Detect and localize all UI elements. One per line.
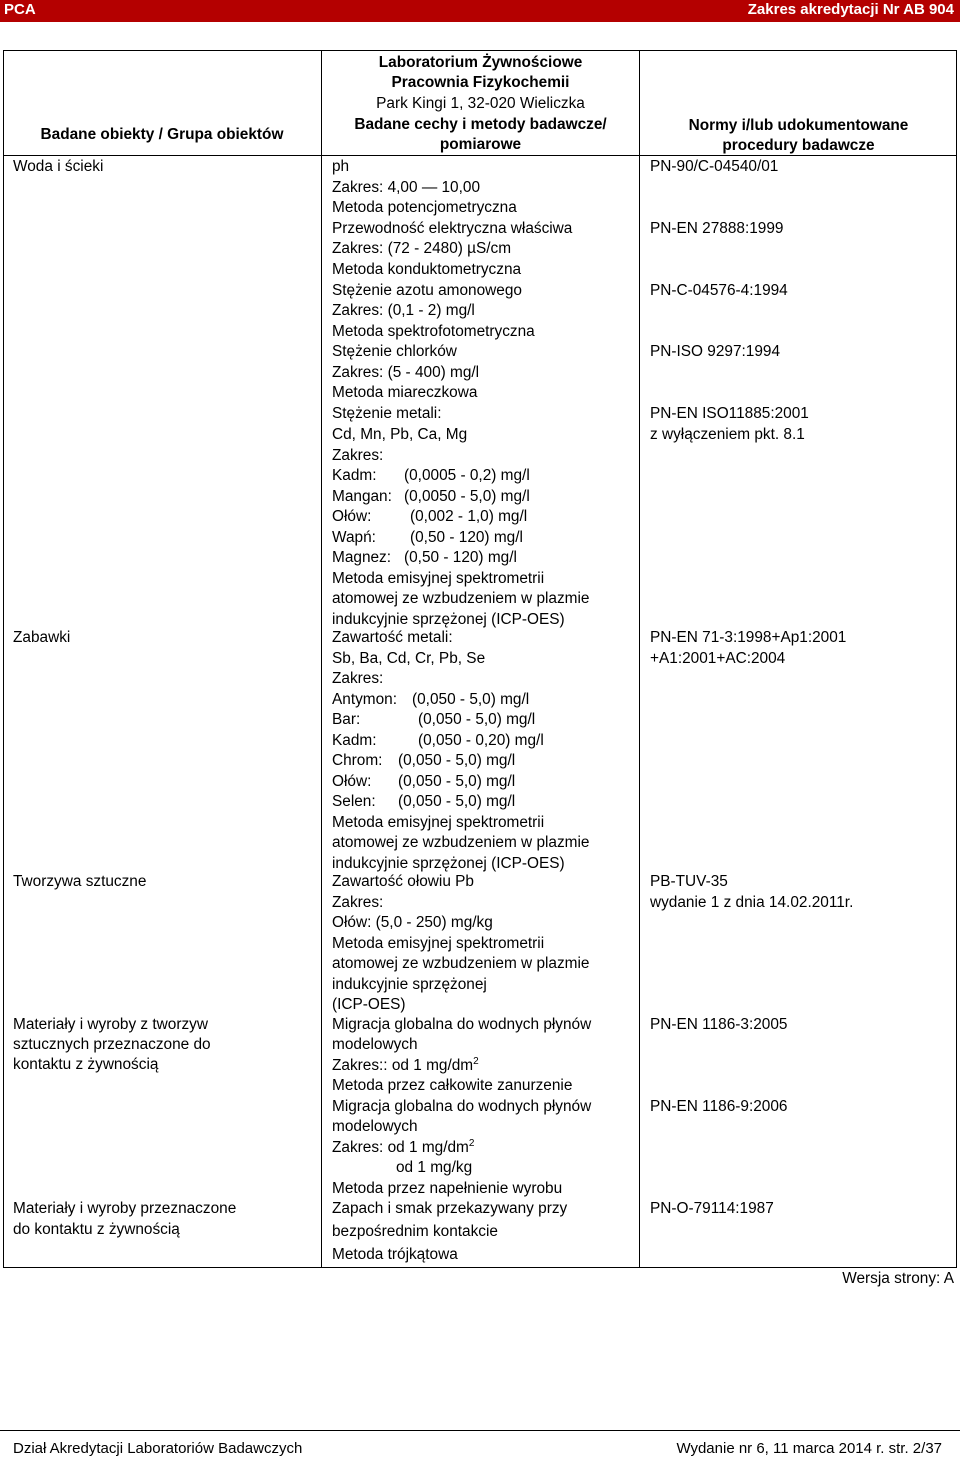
metals-norm: PN-EN ISO11885:2001 [650, 405, 809, 422]
metals-range-label: Zakres: [332, 447, 384, 464]
toys-method: indukcyjnie sprzężonej (ICP-OES) [332, 855, 565, 872]
migration-2-method: Metoda przez napełnienie wyrobu [332, 1180, 563, 1197]
chlor-title: Stężenie chlorków [332, 343, 457, 360]
plastics-norm: PB-TUV-35 [650, 873, 728, 890]
plastics-line: (ICP-OES) [332, 996, 406, 1013]
cond-method: Metoda konduktometryczna [332, 261, 522, 278]
footer-left: Dział Akredytacji Laboratoriów Badawczych [13, 1440, 303, 1457]
cond-range: Zakres: (72 - 2480) µS/cm [332, 240, 512, 257]
footer-divider [0, 1430, 960, 1431]
metal-row: Magnez: (0,50 - 120) mg/l [332, 549, 517, 566]
metal-row: Antymon: (0,050 - 5,0) mg/l [332, 691, 530, 708]
sensory-line: Zapach i smak przekazywany przy [332, 1200, 568, 1217]
metals-title: Stężenie metali: [332, 405, 442, 422]
migration-2: modelowych [332, 1118, 418, 1135]
lab-unit: Pracownia Fizykochemii [391, 74, 570, 91]
sensory-norm: PN-O-79114:1987 [650, 1200, 774, 1217]
chlor-method: Metoda miareczkowa [332, 384, 478, 401]
lab-name: Laboratorium Żywnościowe [378, 54, 583, 71]
object-tworzywa: Tworzywa sztuczne [13, 873, 147, 890]
metal-row: Bar: (0,050 - 5,0) mg/l [332, 711, 536, 728]
migration-1-norm: PN-EN 1186-3:2005 [650, 1016, 788, 1033]
metal-row: Mangan: (0,0050 - 5,0) mg/l [332, 488, 530, 505]
metal-row: Ołów: (0,050 - 5,0) mg/l [332, 773, 516, 790]
migration-2-range: Zakres: od 1 $mg/dm^2$ [332, 1138, 475, 1156]
lab-address: Park Kingi 1, 32-020 Wieliczka [376, 95, 585, 112]
plastics-line: Ołów: (5,0 - 250) mg/kg [332, 914, 493, 931]
col-methods-header-2: pomiarowe [439, 136, 522, 153]
metals-method: Metoda emisyjnej spektrometrii [332, 570, 545, 587]
footer-right: Wydanie nr 6, 11 marca 2014 r. str. 2/37 [676, 1440, 942, 1457]
migration-1: Migracja globalna do wodnych płynów [332, 1016, 592, 1033]
chlor-norm: PN-ISO 9297:1994 [650, 343, 781, 360]
amon-range: Zakres: (0,1 - 2) mg/l [332, 302, 475, 319]
metals-method: atomowej ze wzbudzeniem w plazmie [332, 590, 590, 607]
ph-norm: PN-90/C-04540/01 [650, 158, 779, 175]
metal-row: Kadm: (0,050 - 0,20) mg/l [332, 732, 544, 749]
object-materialy-2: do kontaktu z żywnością [13, 1221, 180, 1238]
plastics-line: Zakres: [332, 894, 384, 911]
plastics-line: Zawartość ołowiu Pb [332, 873, 474, 890]
header-bar [0, 0, 960, 22]
plastics-norm-2: wydanie 1 z dnia 14.02.2011r. [650, 894, 854, 911]
migration-2-norm: PN-EN 1186-9:2006 [650, 1098, 788, 1115]
toys-title: Zawartość metali: [332, 629, 453, 646]
plastics-line: Metoda emisyjnej spektrometrii [332, 935, 545, 952]
toys-method: atomowej ze wzbudzeniem w plazmie [332, 834, 590, 851]
col-norms-header-2: procedury badawcze [722, 137, 875, 154]
header-left: PCA [4, 1, 36, 18]
object-materialy: Materiały i wyroby przeznaczone [13, 1200, 237, 1217]
metal-row: Wapń: (0,50 - 120) mg/l [332, 529, 523, 546]
object-woda: Woda i ścieki [13, 158, 104, 175]
migration-2: Migracja globalna do wodnych płynów [332, 1098, 592, 1115]
version-label: Wersja strony: A [842, 1270, 954, 1287]
metal-row: Selen: (0,050 - 5,0) mg/l [332, 793, 516, 810]
object-zabawki: Zabawki [13, 629, 71, 646]
amon-norm: PN-C-04576-4:1994 [650, 282, 788, 299]
ph-method: Metoda potencjometryczna [332, 199, 517, 216]
column-divider [639, 50, 640, 1268]
metal-row: Kadm: (0,0005 - 0,2) mg/l [332, 467, 530, 484]
col-norms-header: Normy i/lub udokumentowane [688, 117, 909, 134]
metal-row: Ołów: (0,002 - 1,0) mg/l [332, 508, 528, 525]
object-materialy-tworzywa-3: kontaktu z żywnością [13, 1056, 159, 1073]
migration-1: modelowych [332, 1036, 418, 1053]
col-objects-header: Badane obiekty / Grupa obiektów [40, 126, 284, 143]
object-materialy-tworzywa-2: sztucznych przeznaczone do [13, 1036, 211, 1053]
cond-title: Przewodność elektryczna właściwa [332, 220, 573, 237]
col-methods-header: Badane cechy i metody badawcze/ [354, 116, 607, 133]
plastics-line: indukcyjnie sprzężonej [332, 976, 487, 993]
toys-norm-2: +A1:2001+AC:2004 [650, 650, 786, 667]
sensory-line: bezpośrednim kontakcie [332, 1223, 498, 1240]
migration-2-range-2: od 1 mg/kg [396, 1159, 473, 1176]
header-right: Zakres akredytacji Nr AB 904 [747, 1, 954, 18]
metals-norm-note: z wyłączeniem pkt. 8.1 [650, 426, 805, 443]
column-divider [321, 50, 322, 1268]
chlor-range: Zakres: (5 - 400) mg/l [332, 364, 480, 381]
plastics-line: atomowej ze wzbudzeniem w plazmie [332, 955, 590, 972]
metals-list: Cd, Mn, Pb, Ca, Mg [332, 426, 468, 443]
amon-method: Metoda spektrofotometryczna [332, 323, 535, 340]
cond-norm: PN-EN 27888:1999 [650, 220, 784, 237]
amon-title: Stężenie azotu amonowego [332, 282, 522, 299]
ph-title: ph [332, 158, 350, 175]
toys-norm: PN-EN 71-3:1998+Ap1:2001 [650, 629, 847, 646]
metal-row: Chrom: (0,050 - 5,0) mg/l [332, 752, 516, 769]
toys-list: Sb, Ba, Cd, Cr, Pb, Se [332, 650, 486, 667]
ph-range: Zakres: 4,00 — 10,00 [332, 179, 480, 196]
migration-1-range: Zakres:: od 1 $mg/dm^2$ [332, 1056, 479, 1074]
object-materialy-tworzywa: Materiały i wyroby z tworzyw [13, 1016, 208, 1033]
toys-method: Metoda emisyjnej spektrometrii [332, 814, 545, 831]
metals-method: indukcyjnie sprzężonej (ICP-OES) [332, 611, 565, 628]
toys-range-label: Zakres: [332, 670, 384, 687]
sensory-line: Metoda trójkątowa [332, 1246, 458, 1263]
migration-1-method: Metoda przez całkowite zanurzenie [332, 1077, 573, 1094]
